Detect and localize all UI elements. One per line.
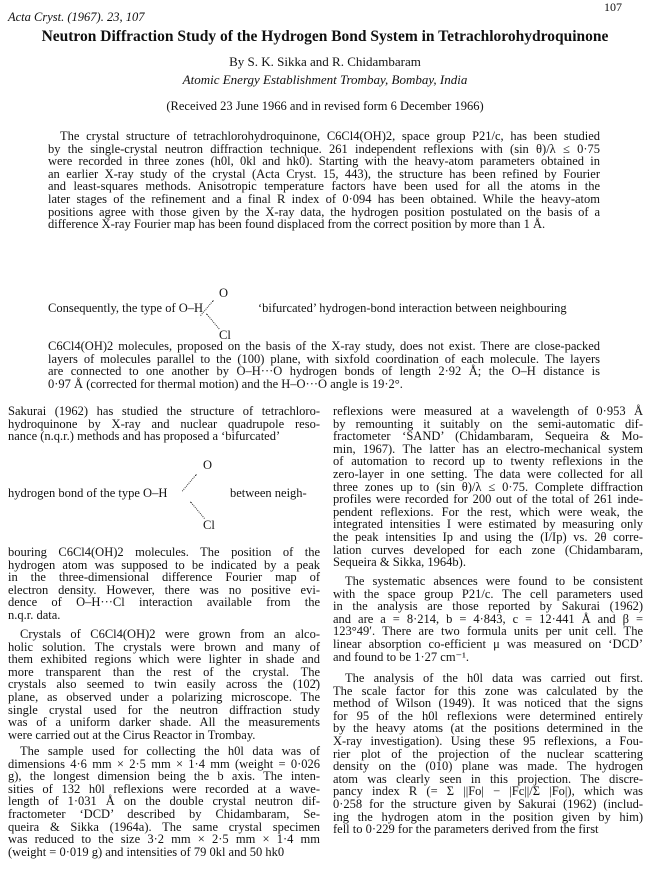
text-line: pendent reflexions. For the rest, which were weak, the	[333, 504, 643, 519]
text-line: by remounting it suitably on the semi-automatic dif-	[333, 416, 643, 431]
text-line: them exhibited regions which were lighter in shade and	[8, 652, 320, 667]
text-line: g), the longest dimension being the b axis. The inten-	[8, 769, 320, 784]
text-line: ing the hydrogen atom in the position given by him)	[333, 809, 643, 824]
abstract-part2	[48, 340, 600, 390]
text-line: Sakurai (1962) has studied the structure of tetrachloro-	[8, 404, 320, 418]
diagram-bond-down	[190, 501, 205, 518]
text-line: integrated intensities I were estimated by measuring only	[333, 517, 643, 532]
abstract-line: were recorded in three zones (h0l, 0kl and hk0). Starting with the heavy-atom parameters obtained in	[48, 154, 600, 169]
abstract-line: are connected to one another by O–H···O hydrogen bonds of length 2·92 Å; the O–H distance is	[48, 364, 600, 379]
text-line: for 95 of the h0l reflexions were determined entirely	[333, 708, 643, 723]
abstract-diagram	[48, 286, 608, 342]
text-line: three zones up to (sin θ)/λ ≤ 0·75. Complete diffraction	[333, 479, 643, 494]
page-title: Neutron Diffraction Study of the Hydrogen Bond System in Tetrachlorohydroquinone	[41, 28, 609, 45]
right-paragraph-1	[333, 405, 643, 569]
abstract-line: C6Cl4(OH)2 molecules, proposed on the basis of the X-ray study, does not exist. There are close-packed	[48, 339, 600, 353]
text-line: profiles were recorded for 200 out of the total of 261 inde-	[333, 492, 643, 507]
text-line: and are a = 8·214, b = 4·843, c = 12·441 Å and β =	[333, 611, 643, 626]
diagram-oxygen: O	[219, 286, 229, 300]
abstract-line: and least-squares methods. Anisotropic temperature factors have been used for all the atoms in the	[48, 179, 600, 194]
text-line: single crystal used for the neutron diffraction study	[8, 702, 320, 717]
page-number: 107	[604, 0, 622, 14]
text-line: were carried out at the Cirus Reactor in Trombay.	[8, 727, 256, 742]
text-line: in the three-dimensional difference Fourier map of	[8, 570, 320, 585]
abstract-line: by the single-crystal neutron diffraction technique. 261 independent reflexions with (sin θ)/λ ≤ 0·75	[48, 141, 600, 156]
text-line: The scale factor for this zone was calculated by the	[333, 683, 643, 698]
text-line: atom was clearly seen in this projection. The discre-	[333, 771, 643, 786]
text-line: dence of O–H···Cl interaction available from the	[8, 595, 320, 610]
text-line: of automation to record up to twenty reflexions in the	[333, 454, 643, 469]
text-line: holic solution. The crystals were brown and many of	[8, 639, 320, 654]
text-line: queira & Sikka (1964a). The same crystal specimen	[8, 819, 320, 834]
diagram-bond-up	[182, 474, 197, 491]
abstract-part1	[48, 130, 600, 231]
abstract-line: The crystal structure of tetrachlorohydroquinone, C6Cl4(OH)2, space group P21/c, has been studied	[60, 129, 600, 143]
text-line: density on the (010) plane was made. The hydrogen	[333, 759, 643, 774]
diagram-trail-text: ‘bifurcated’ hydrogen-bond interaction between neighbouring	[258, 301, 567, 315]
text-line: more transparent than the rest of the crystal. The	[8, 664, 320, 679]
received-date: (Received 23 June 1966 and in revised form 6 December 1966)	[166, 99, 484, 113]
text-line: was reduced to the size 3·2 mm × 2·5 mm × 1·4 mm	[8, 832, 320, 847]
text-line: The analysis of the h0l data was carried out first.	[345, 671, 643, 685]
abstract-line: layers of molecules parallel to the (100) plane, with sixfold coordination of each molecule. The layers	[48, 351, 600, 366]
right-paragraph-2	[333, 575, 643, 663]
journal-citation: Acta Cryst. (1967). 23, 107	[8, 10, 145, 24]
diagram-lead-text: hydrogen bond of the type O–H	[8, 486, 168, 500]
text-line: length of 1·031 Å on the double crystal neutron dif-	[8, 794, 320, 809]
abstract-line: an earlier X-ray study of the crystal (Acta Cryst. 15, 443), the structure has been refined by Fourier	[48, 166, 600, 181]
text-line: linear absorption co-efficient μ was measured on ‘DCD’	[333, 636, 643, 651]
text-line: in the analysis are those reported by Sakurai (1962)	[333, 599, 643, 614]
text-line: method of Wilson (1949). It was noticed that the signs	[333, 696, 643, 711]
text-line: zero-layer in one setting. The data were collected for all	[333, 466, 643, 481]
text-line: hydrogen atom was supposed to be indicated by a peak	[8, 557, 320, 572]
text-line: n.q.r. data.	[8, 607, 61, 622]
diagram-oxygen: O	[203, 458, 213, 472]
text-line: crystals also seemed to twin easily across the (102̄)	[8, 677, 320, 692]
diagram-bond-down	[206, 313, 220, 329]
text-line: sities of 132 h0l reflexions were recorded at a wave-	[8, 781, 320, 796]
left-paragraph-1	[8, 405, 320, 443]
authors: By S. K. Sikka and R. Chidambaram	[229, 54, 421, 69]
text-line: min, 1967). The latter has an electro-mechanical system	[333, 441, 643, 456]
intro-diagram	[8, 456, 320, 536]
text-line: plane, as observed under a polarizing microscope. The	[8, 689, 320, 704]
abstract-line: later stages of the refinement and a final R index of 0·094 has been obtained. While the heavy-atom	[48, 191, 600, 206]
abstract-line: 0·97 Å (corrected for thermal motion) and the H–O···O angle is 19·2°.	[48, 376, 403, 391]
text-line: with the space group P21/c. The cell parameters used	[333, 586, 643, 601]
text-line: hydroquinone by X-ray and nuclear quadrupole reso-	[8, 416, 320, 431]
text-line: Crystals of C6Cl4(OH)2 were grown from an alco-	[20, 627, 320, 641]
text-line: and found to be 1·27 cm⁻¹.	[333, 649, 470, 664]
text-line: bouring C6Cl4(OH)2 molecules. The position of the	[8, 545, 320, 559]
text-line: the peak intensities Ip and using the (I/Ip) vs. 2θ corre-	[333, 529, 643, 544]
abstract-line: positions agree with those given by the X-ray data, the hydrogen position postulated on the basis of a	[48, 204, 600, 219]
left-paragraph-3	[8, 745, 320, 858]
text-line: nance (n.q.r.) methods and has proposed a ‘bifurcated’	[8, 429, 281, 444]
text-line: 0·258 for the structure given by Sakurai (1962) (includ-	[333, 796, 643, 811]
text-line: lation curves developed for each zone (Chidambaram,	[333, 542, 643, 557]
text-line: fractometer ‘SAND’ (Chidambaram, Sequeira & Mo-	[333, 429, 643, 444]
text-line: reflexions were measured at a wavelength of 0·953 Å	[333, 404, 643, 418]
text-line: fell to 0·229 for the parameters derived from the first	[333, 822, 599, 837]
left-paragraph-2	[8, 628, 320, 741]
text-line: by the heavy atoms (at the positions determined in the	[333, 721, 643, 736]
text-line: 123°49′. There are two formula units per unit cell. The	[333, 624, 643, 639]
abstract-line: difference X-ray Fourier map has been found displaced from the correct position by more than 1 Å.	[48, 217, 546, 232]
diagram-lead-text: Consequently, the type of O–H	[48, 301, 204, 315]
text-line: The systematic absences were found to be consistent	[345, 574, 643, 588]
text-line: X-ray investigation). Using these 95 reflexions, a Fou-	[333, 733, 643, 748]
text-line: pancy index R (= Σ ||Fo| − |Fc||/Σ |Fo|), which was	[333, 784, 643, 799]
left-paragraph-1b	[8, 546, 320, 622]
diagram-chlorine: Cl	[203, 518, 215, 532]
text-line: The sample used for collecting the h0l data was of	[20, 744, 320, 758]
text-line: fractometer ‘DCD’ described by Chidambaram, Se-	[8, 806, 320, 821]
text-line: Sequeira & Sikka, 1964b).	[333, 555, 466, 570]
diagram-trail-text: between neigh-	[230, 486, 307, 500]
affiliation: Atomic Energy Establishment Trombay, Bombay, India	[182, 72, 468, 87]
text-line: electron density. However, there was no positive evi-	[8, 582, 320, 597]
text-line: rier plot of the projection of the nuclear scattering	[333, 746, 643, 761]
diagram-chlorine: Cl	[219, 328, 231, 342]
text-line: was of a uniform darker shade. All the measurements	[8, 715, 320, 730]
text-line: (weight = 0·019 g) and intensities of 79 0kl and 50 hk0	[8, 844, 285, 859]
text-line: dimensions 4·6 mm × 2·5 mm × 1·4 mm (weight = 0·026	[8, 756, 320, 771]
right-paragraph-3	[333, 672, 643, 836]
